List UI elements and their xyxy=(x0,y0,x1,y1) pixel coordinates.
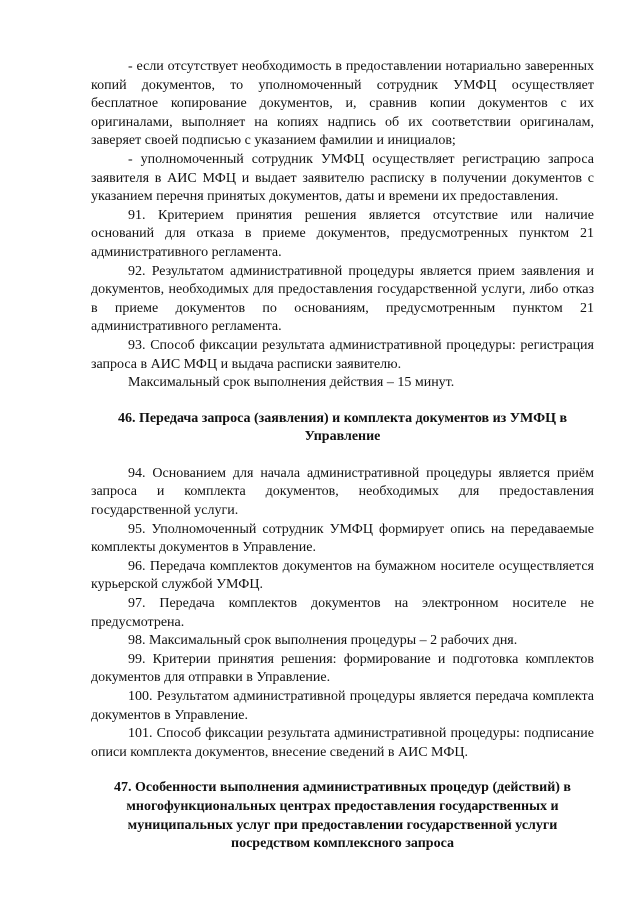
paragraph-max-time: Максимальный срок выполнения действия – 15 минут. xyxy=(128,375,455,391)
section-heading-47: 47. Особенности выполнения административных процедур (действий) в многофункциональных центрах предоставления государственных и муниципальных услуг при предоставлении государственной услуги посредством комплексного запроса xyxy=(114,780,571,852)
paragraph-94: 94. Основанием для начала административной процедуры является приём запроса и комплекта документов, необходимых для предоставления государственной услуги. xyxy=(91,465,594,519)
paragraph-registration: - уполномоченный сотрудник УМФЦ осуществляет регистрацию запроса заявителя в АИС МФЦ и выдает заявителю расписку в получении документов с указанием перечня принятых документов, даты и времени их предоставления. xyxy=(91,151,594,205)
paragraph-copy-verification: - если отсутствует необходимость в предоставлении нотариально заверенных копий документов, то уполномоченный сотрудник УМФЦ осуществляет бесплатное копирование документов, и, сравнив копии документов с их оригиналами, выполняет на копиях надпись об их соответствии оригиналам, заверяет своей подписью с указанием фамилии и инициалов; xyxy=(91,59,594,149)
document-page xyxy=(91,58,594,854)
paragraph-101: 101. Способ фиксации результата административной процедуры: подписание описи комплекта документов, внесение сведений в АИС МФЦ. xyxy=(91,726,594,760)
section-heading-46: 46. Передача запроса (заявления) и комплекта документов из УМФЦ в Управление xyxy=(117,410,568,445)
paragraph-96: 96. Передача комплектов документов на бумажном носителе осуществляется курьерской службой УМФЦ. xyxy=(91,558,594,593)
paragraph-99: 99. Критерии принятия решения: формирование и подготовка комплектов документов для отправки в Управление. xyxy=(91,651,594,686)
paragraph-92: 92. Результатом административной процедуры является прием заявления и документов, необходимых для предоставления государственной услуги, либо отказ в приеме документов по основаниям, предусмотренным пунктом 21 административного регламента. xyxy=(91,263,594,335)
paragraph-98: 98. Максимальный срок выполнения процедуры – 2 рабочих дня. xyxy=(128,633,518,649)
paragraph-95: 95. Уполномоченный сотрудник УМФЦ формирует опись на передаваемые комплекты документов в Управление. xyxy=(91,521,594,556)
paragraph-91: 91. Критерием принятия решения является отсутствие или наличие оснований для отказа в приеме документов, предусмотренных пунктом 21 административного регламента. xyxy=(91,207,594,260)
paragraph-97: 97. Передача комплектов документов на электронном носителе не предусмотрена. xyxy=(91,596,594,630)
paragraph-93: 93. Способ фиксации результата административной процедуры: регистрация запроса в АИС МФЦ и выдача расписки заявителю. xyxy=(91,337,594,372)
paragraph-100: 100. Результатом административной процедуры является передача комплекта документов в Управление. xyxy=(91,689,594,723)
